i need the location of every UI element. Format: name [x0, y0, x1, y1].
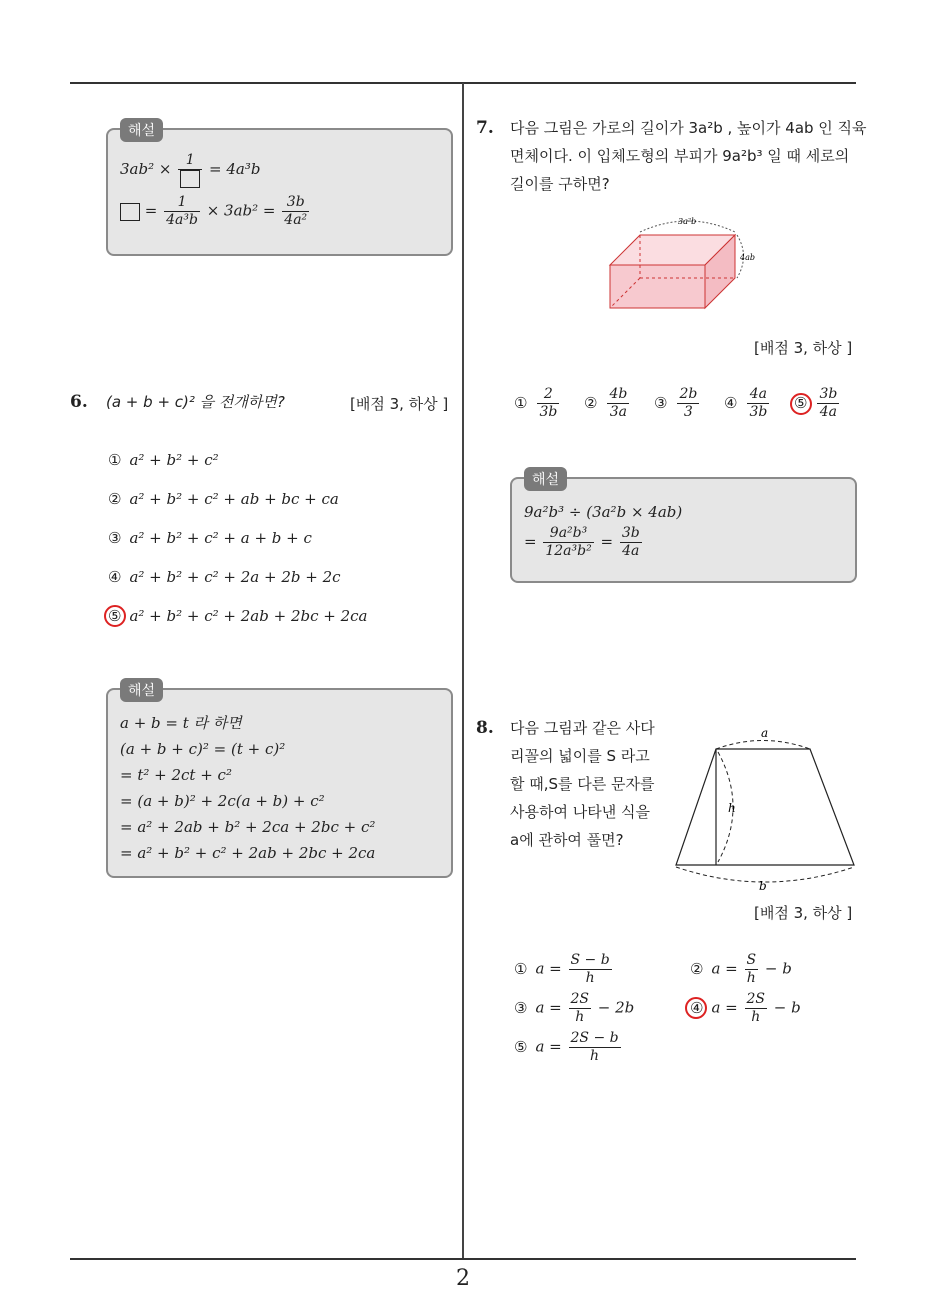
column-divider	[462, 83, 464, 1259]
cuboid-figure	[600, 210, 770, 315]
solution-tag: 해설	[120, 678, 163, 702]
q6-solution-box	[106, 683, 453, 878]
q6-solution-line: = a² + b² + c² + 2ab + 2bc + 2ca	[120, 844, 376, 862]
q6-option-2[interactable]: ② a² + b² + c² + ab + bc + ca	[108, 490, 339, 508]
prev-solution-box	[106, 123, 453, 256]
q6-number: 6.	[70, 392, 88, 412]
q7-solution-line-2: = $\frac{\text{9a²b³}}{\text{12a³b²}}$ = $\frac{3b}{4a}$	[524, 525, 640, 559]
q6-option-1[interactable]: ① a² + b² + c²	[108, 451, 219, 469]
solution-tag: 해설	[524, 467, 567, 491]
q6-answer-circle	[104, 605, 126, 627]
blank-box	[120, 203, 140, 221]
q6-option-3[interactable]: ③ a² + b² + c² + a + b + c	[108, 529, 312, 547]
q7-answer-circle	[790, 393, 812, 415]
trapezoid-figure	[670, 722, 860, 897]
q7-option-3[interactable]: ③ $\frac{2b}{3}$	[654, 386, 698, 420]
q7-option-4[interactable]: ④ $\frac{4a}{3b}$	[724, 386, 768, 420]
q8-score: [배점 3, 하상 ]	[754, 904, 853, 922]
bottom-rule	[70, 1258, 856, 1260]
q7-number: 7.	[476, 118, 494, 138]
q7-option-2[interactable]: ② $\frac{4b}{3a}$	[584, 386, 628, 420]
blank-box	[180, 170, 200, 188]
page-number: 2	[456, 1266, 470, 1291]
q8-option-4[interactable]: ④ a = $\frac{2S}{h}$ − b	[690, 991, 801, 1025]
q6-score: [배점 3, 하상 ]	[350, 395, 449, 413]
q8-option-1[interactable]: ① a = $\frac{S - b}{h}$	[514, 952, 610, 986]
q7-option-5[interactable]: ⑤ $\frac{3b}{4a}$	[794, 386, 838, 420]
q7-score: [배점 3, 하상 ]	[754, 339, 853, 357]
q6-text: (a + b + c)² 을 전개하면?	[106, 393, 285, 411]
q7-solution-box	[510, 472, 857, 583]
label-h: h	[728, 801, 736, 815]
q7-option-1[interactable]: ① $\frac{2}{3b}$	[514, 386, 558, 420]
q8-number: 8.	[476, 718, 494, 738]
label-width: 3a²b	[678, 217, 697, 226]
q6-solution-line: = (a + b)² + 2c(a + b) + c²	[120, 792, 325, 810]
prev-solution-line-1: 3ab² × 1 = 4a³b	[120, 152, 439, 188]
q6-solution-line: = t² + 2ct + c²	[120, 766, 232, 784]
q6-option-5[interactable]: ⑤ a² + b² + c² + 2ab + 2bc + 2ca	[108, 607, 368, 625]
q8-text: 다음 그림과 같은 사다 리꼴의 넓이를 S 라고 할 때,S를 다른 문자를 사용하여 나타낸 식을 a에 관하여 풀면?	[510, 719, 655, 849]
q8-answer-circle	[685, 997, 707, 1019]
label-height: 4ab	[740, 253, 755, 262]
q6-solution-line: = a² + 2ab + b² + 2ca + 2bc + c²	[120, 818, 376, 836]
q6-solution-line: (a + b + c)² = (t + c)²	[120, 740, 286, 758]
solution-tag: 해설	[120, 118, 163, 142]
q7-solution-line-1: 9a²b³ ÷ (3a²b × 4ab)	[524, 503, 683, 521]
label-a: a	[761, 726, 769, 740]
label-b: b	[759, 879, 767, 893]
q8-option-2[interactable]: ② a = $\frac{S}{h}$ − b	[690, 952, 792, 986]
q8-option-3[interactable]: ③ a = $\frac{2S}{h}$ − 2b	[514, 991, 635, 1025]
q7-text: 다음 그림은 가로의 길이가 3a²b , 높이가 4ab 인 직육 면체이다. 이 입체도형의 부피가 9a²b³ 일 때 세로의 길이를 구하면?	[510, 119, 867, 193]
q8-option-5[interactable]: ⑤ a = $\frac{2S - b}{h}$	[514, 1030, 619, 1064]
prev-solution-line-2: = $\frac{1}{\text{4a³b}}$ × 3ab² = $\frac{3b}{\text{4a²}}$	[120, 194, 439, 229]
q6-option-4[interactable]: ④ a² + b² + c² + 2a + 2b + 2c	[108, 568, 341, 586]
q6-solution-line: a + b = t 라 하면	[120, 714, 242, 732]
